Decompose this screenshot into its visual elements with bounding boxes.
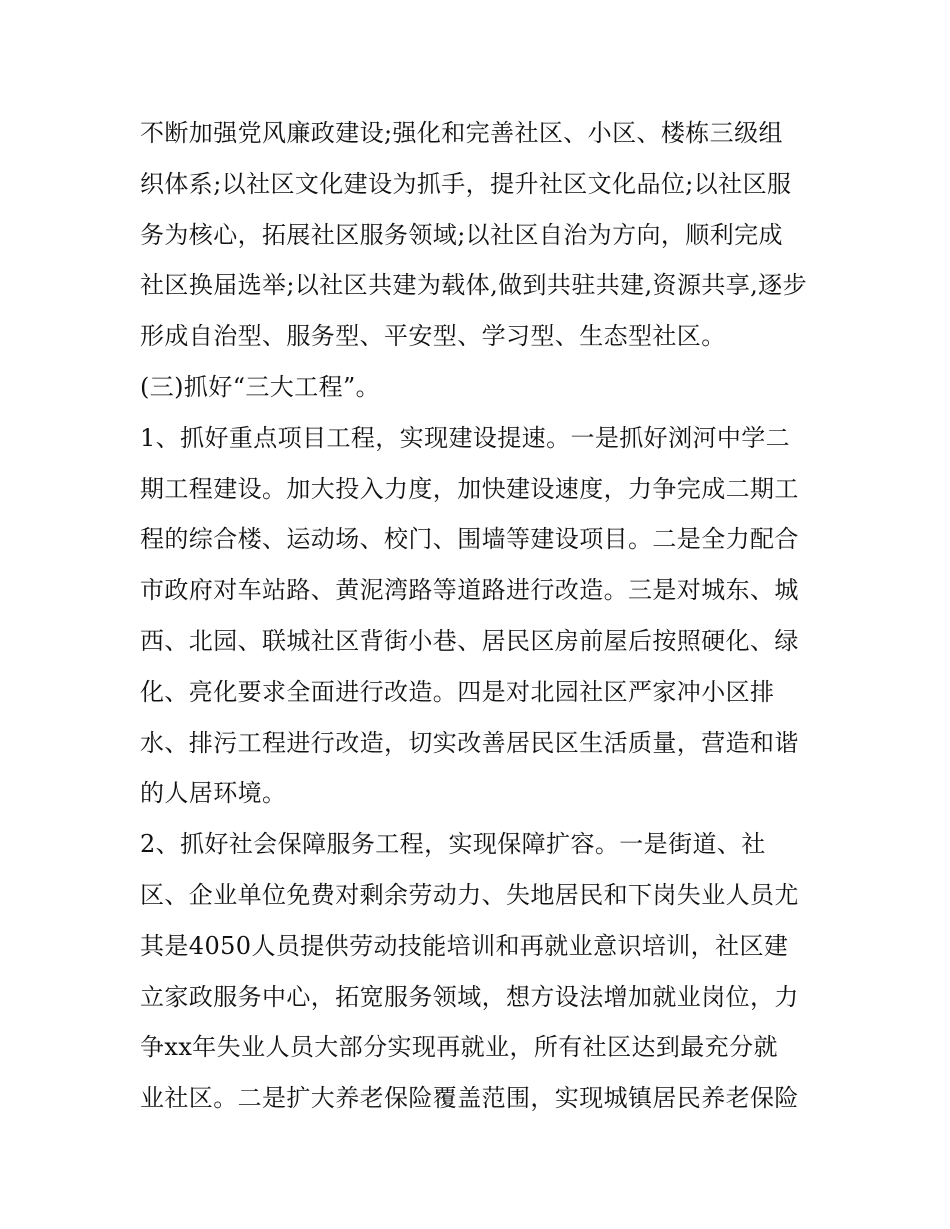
text-line: 业社区。二是扩大养老保险覆盖范围，实现城镇居民养老保险 [140,1084,799,1113]
text-line: 的人居环境。 [140,779,287,808]
text-line: 水、排污工程进行改造，切实改善居民区生活质量，营造和谐 [140,728,799,757]
text-line: 2、抓好社会保障服务工程，实现保障扩容。一是街道、社 [140,830,766,859]
text-line: 程的综合楼、运动场、校门、围墙等建设项目。二是全力配合 [140,525,799,554]
text-line: 务为核心，拓展社区服务领域;以社区自治为方向，顺利完成 [140,220,783,249]
section-heading: (三)抓好“三大工程”。 [140,372,381,401]
body-text [140,108,820,1124]
text-line: 化、亮化要求全面进行改造。四是对北园社区严家冲小区排 [140,677,775,706]
text-line: 区、企业单位免费对剩余劳动力、失地居民和下岗失业人员尤 [140,880,799,909]
text-line: 1、抓好重点项目工程，实现建设提速。一是抓好浏河中学二 [140,423,791,452]
text-line: 不断加强党风廉政建设;强化和完善社区、小区、楼栋三级组 [140,119,783,147]
text-line: 立家政服务中心，拓宽服务领域，想方设法增加就业岗位，力 [140,982,799,1011]
text-line: 社区换届选举;以社区共建为载体,做到共驻共建,资源共享,逐步 [140,271,807,300]
text-line: 争xx年失业人员大部分实现再就业，所有社区达到最充分就 [140,1033,778,1062]
text-line: 市政府对车站路、黄泥湾路等道路进行改造。三是对城东、城 [140,576,799,605]
text-line: 其是4050人员提供劳动技能培训和再就业意识培训，社区建 [140,931,789,960]
text-line: 西、北园、联城社区背街小巷、居民区房前屋后按照硬化、绿 [140,626,799,655]
text-line: 形成自治型、服务型、平安型、学习型、生态型社区。 [140,322,726,351]
text-line: 织体系;以社区文化建设为抓手，提升社区文化品位;以社区服 [140,169,792,198]
text-line: 期工程建设。加大投入力度，加快建设速度，力争完成二期工 [140,474,799,503]
